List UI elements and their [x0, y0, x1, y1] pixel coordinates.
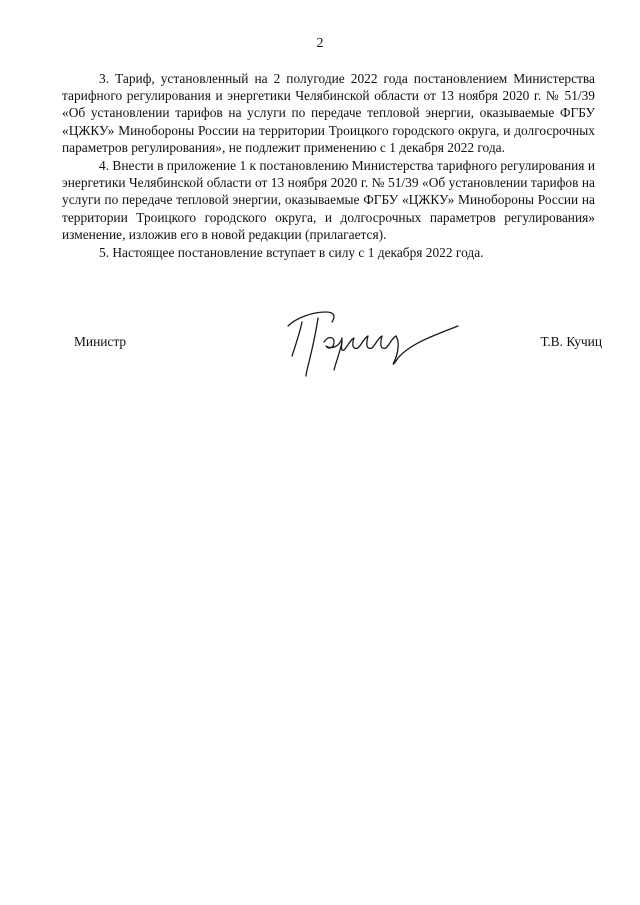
- paragraph-4: 4. Внести в приложение 1 к постановлению Министерства тарифного регулирования и энергетики Челябинской области от 13 ноября 2020 г. № 51/39 «Об установлении тарифов на услуги по передаче тепловой энергии, оказываемые ФГБУ «ЦЖКУ» Минобороны России на территории Троицкого городского округа, и долгосрочных параметров регулирования» изменение, изложив его в новой редакции (прилагается).: [62, 158, 595, 242]
- handwritten-signature: [282, 306, 462, 378]
- page-number: 2: [316, 36, 324, 51]
- signer-name: Т.В. Кучиц: [540, 334, 602, 349]
- signature-block: [62, 312, 602, 382]
- document-body: [62, 70, 595, 262]
- signer-title: Министр: [74, 334, 127, 349]
- paragraph-5: 5. Настоящее постановление вступает в силу с 1 декабря 2022 года.: [99, 245, 484, 261]
- paragraph-3: 3. Тариф, установленный на 2 полугодие 2022 года постановлением Министерства тарифного регулирования и энергетики Челябинской области от 13 ноября 2020 г. № 51/39 «Об установлении тарифов на услуги по передаче тепловой энергии, оказываемые ФГБУ «ЦЖКУ» Минобороны России на территории Троицкого городского округа, и долгосрочных параметров регулирования», не подлежит применению с 1 декабря 2022 года.: [62, 71, 595, 155]
